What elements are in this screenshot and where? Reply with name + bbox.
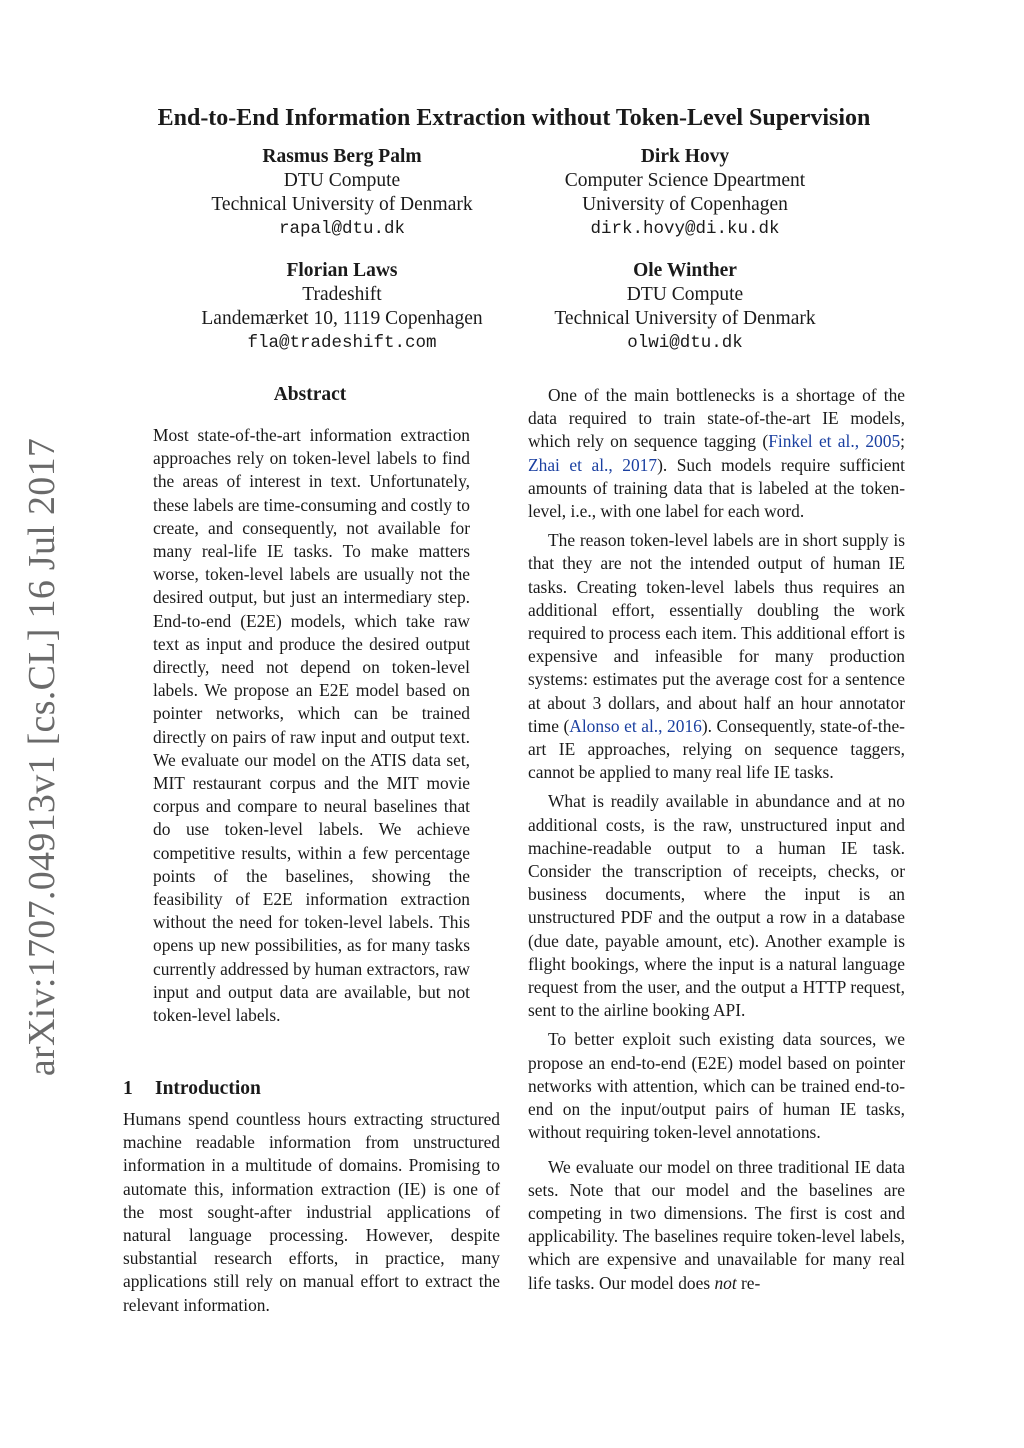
section-heading-introduction [123,1076,261,1102]
author-name: Dirk Hovy [640,146,730,167]
author-email[interactable]: fla@tradeshift.com [247,333,437,353]
emphasis: not [714,1272,737,1293]
section-number: 1 [123,1078,133,1099]
citation-link[interactable]: Zhai et al., 2017 [528,454,658,475]
paragraph: Humans spend countless hours extracting structured machine readable information from unstructured information in a multitude of domains. Promising to automate this, information extraction (IE) is one of the most sought-after industrial applications of natural language processing. However, despite substantial research efforts, in practice, many applications still rely on manual effort to extract the relevant information. [123,1109,500,1315]
paragraph: One of the main bottlenecks is a shortage of the data required to train state-of-the-art IE models, which rely on sequence tagging (Finkel et al., 2005; Zhai et al., 2017). Such models require sufficient amounts of training data that is labeled at the token-level, i.e., with one label for each word. [528,385,905,522]
author-name: Rasmus Berg Palm [262,146,422,167]
author-affiliation: DTU Compute [283,170,401,191]
author-institution: Landemærket 10, 1119 Copenhagen [201,308,483,329]
author-block [500,145,870,241]
arxiv-side-stamp [12,437,72,1077]
citation-link[interactable]: Alonso et al., 2016 [569,715,702,736]
author-institution: Technical University of Denmark [554,308,816,329]
author-affiliation: Computer Science Dpeartment [564,170,806,191]
citation-link[interactable]: Finkel et al., 2005 [768,431,901,452]
author-name: Ole Winther [633,260,737,281]
introduction-body [123,1108,500,1317]
author-block [152,145,532,241]
author-affiliation: Tradeshift [302,284,382,305]
section-title: Introduction [155,1078,261,1099]
paragraph: We evaluate our model on three traditional IE data sets. Note that our model and the baselines are competing in two dimensions. The first is cost and applicability. The baselines require token-level labels, which are expensive and unavailable for many real life tasks. Our model does not re- [528,1156,905,1293]
right-column [528,384,905,1295]
abstract-body [153,424,470,1027]
author-email[interactable]: rapal@dtu.dk [278,219,406,239]
abstract-heading: Abstract [273,384,347,405]
arxiv-identifier: arXiv:1707.04913v1 [cs.CL] 16 Jul 2017 [21,437,63,1077]
author-institution: University of Copenhagen [582,194,788,215]
author-block [152,259,532,355]
paragraph: To better exploit such existing data sources, we propose an end-to-end (E2E) model based on pointer networks with attention, which can be trained end-to-end on the input/output pairs of human IE tasks, without requiring token-level annotations. [528,1029,905,1143]
author-email[interactable]: olwi@dtu.dk [627,333,743,353]
author-affiliation: DTU Compute [626,284,744,305]
abstract-text: Most state-of-the-art information extraction approaches rely on token-level labels to find the areas of interest in text. Unfortunately, these labels are time-consuming and costly to create, and consequently, not available for many real-life IE tasks. To make matters worse, token-level labels are usually not the desired output, but just an intermediary step. End-to-end (E2E) models, which take raw text as input and produce the desired output directly, need not depend on token-level labels. We propose an E2E model based on pointer networks, which can be trained directly on pairs of raw input and output text. We evaluate our model on the ATIS data set, MIT restaurant corpus and the MIT movie corpus and compare to neural baselines that do use token-level labels. We achieve competitive results, within a few percentage points of the baselines, showing the feasibility of E2E information extraction without the need for token-level labels. This opens up new possibilities, as for many tasks currently addressed by human extractors, raw input and output data are available, but not token-level labels. [153,425,470,1026]
paragraph: The reason token-level labels are in short supply is that they are not the intended output of human IE tasks. Creating token-level labels thus requires an additional effort, essentially doubling the work required to process each item. This additional effort is expensive and infeasible for many production systems: estimates put the average cost for a sentence at about 3 dollars, and about half an hour annotator time (Alonso et al., 2016). Consequently, state-of-the-art IE approaches, relying on sequence taggers, cannot be applied to many real life IE tasks. [528,530,905,783]
author-email[interactable]: dirk.hovy@di.ku.dk [590,219,780,239]
author-institution: Technical University of Denmark [211,194,473,215]
paper-title: End-to-End Information Extraction without Token-Level Supervision [157,105,871,131]
paragraph: What is readily available in abundance and at no additional costs, is the raw, unstructured input and machine-readable output to a human IE task. Consider the transcription of receipts, checks, or business documents, where the input is an unstructured PDF and the output a row in a database (due date, payable amount, etc). Another example is flight bookings, where the input is a natural language request from the user, and the output a HTTP request, sent to the airline booking API. [528,791,905,1021]
author-name: Florian Laws [286,260,398,281]
author-block [500,259,870,355]
